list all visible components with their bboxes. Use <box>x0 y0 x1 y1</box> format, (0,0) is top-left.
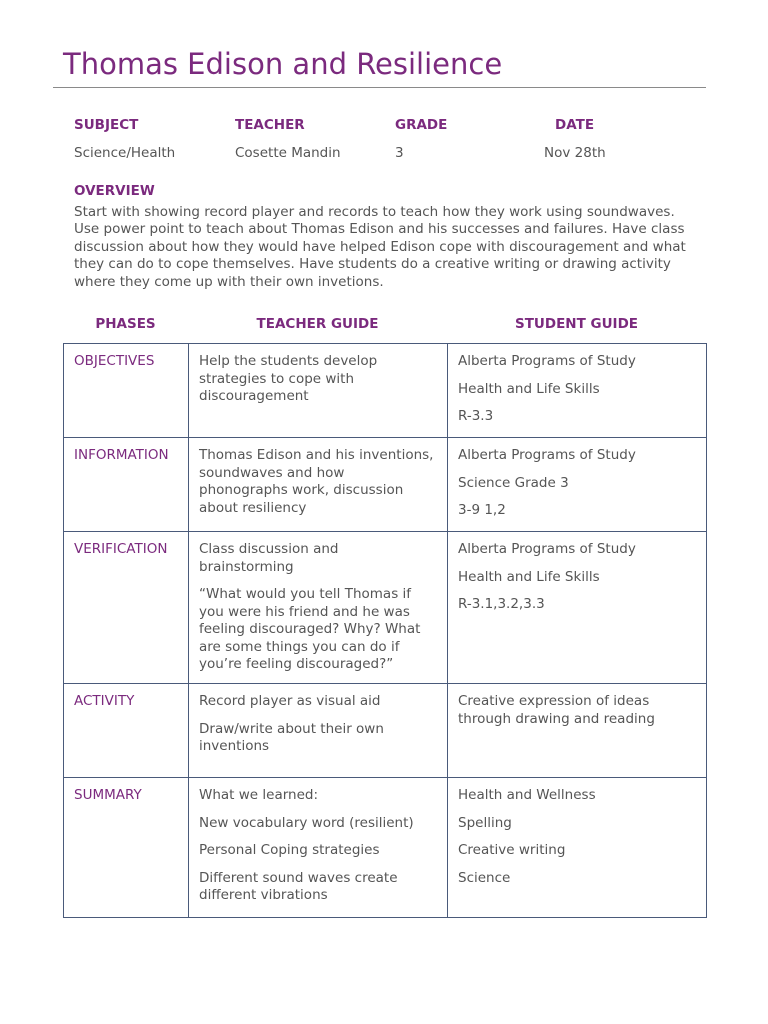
teacher-guide-cell <box>189 344 448 438</box>
subject-value: Science/Health <box>74 145 176 161</box>
table-row <box>64 778 707 918</box>
subject-label: SUBJECT <box>74 117 139 133</box>
teacher-guide-item: Help the students develop strategies to cope with discouragement <box>199 353 378 404</box>
student-guide-item: Alberta Programs of Study <box>458 353 636 369</box>
student-guide-item: 3-9 1,2 <box>458 502 506 518</box>
student-guide-item: Health and Life Skills <box>458 568 600 585</box>
teacher-guide-item: Class discussion and brainstorming <box>199 541 339 575</box>
student-guide-item: Science <box>458 869 511 886</box>
table-row <box>64 344 707 438</box>
page-title: Thomas Edison and Resilience <box>63 47 503 81</box>
table-row <box>64 438 707 532</box>
student-guide-cell <box>448 778 707 918</box>
student-guide-cell <box>448 684 707 778</box>
student-guide-item: Alberta Programs of Study <box>458 541 636 557</box>
student-guide-cell <box>448 438 707 532</box>
phase-cell: ACTIVITY <box>64 684 189 778</box>
grade-value: 3 <box>395 145 404 161</box>
teacher-guide-column-header: TEACHER GUIDE <box>256 316 379 332</box>
teacher-guide-item: “What would you tell Thomas if you were his friend and he was feeling discouraged? Why? What are some things you can do if you’re feeling discouraged?” <box>199 586 421 672</box>
teacher-guide-item: Thomas Edison and his inventions, soundwaves and how phonographs work, discussion about resiliency <box>199 447 434 516</box>
date-value: Nov 28th <box>544 145 606 161</box>
teacher-guide-cell <box>189 532 448 684</box>
student-guide-item: R-3.1,3.2,3.3 <box>458 596 545 612</box>
student-guide-item: Creative expression of ideas through drawing and reading <box>458 693 655 727</box>
grade-label: GRADE <box>395 117 448 133</box>
phase-cell: INFORMATION <box>64 438 189 532</box>
student-guide-item: R-3.3 <box>458 408 494 424</box>
student-guide-item: Creative writing <box>458 842 566 858</box>
teacher-guide-item: What we learned: <box>199 787 319 803</box>
student-guide-item: Health and Wellness <box>458 787 596 803</box>
phase-cell: SUMMARY <box>64 778 189 918</box>
teacher-guide-item: Personal Coping strategies <box>199 842 380 858</box>
teacher-guide-item: New vocabulary word (resilient) <box>199 814 414 831</box>
student-guide-item: Science Grade 3 <box>458 474 569 491</box>
overview-text: Start with showing record player and records to teach how they work using soundwaves. Use power point to teach about Thomas Edison and his successes and failures. Have class discussion about how they would have helped Edison cope with discouragement and what they can do to cope themselves. Have students do a creative writing or drawing activity where they come up with their own invetions. <box>74 204 686 290</box>
phase-cell: VERIFICATION <box>64 532 189 684</box>
teacher-guide-cell <box>189 438 448 532</box>
student-guide-item: Spelling <box>458 814 512 831</box>
phase-cell: OBJECTIVES <box>64 344 189 438</box>
teacher-guide-item: Different sound waves create different vibrations <box>199 869 398 903</box>
teacher-label: TEACHER <box>235 117 305 133</box>
phases-table <box>63 343 707 918</box>
teacher-guide-item: Record player as visual aid <box>199 693 381 709</box>
date-label: DATE <box>555 117 595 133</box>
student-guide-item: Health and Life Skills <box>458 380 600 397</box>
table-row <box>64 532 707 684</box>
teacher-guide-cell <box>189 684 448 778</box>
table-row <box>64 684 707 778</box>
student-guide-column-header: STUDENT GUIDE <box>514 316 639 332</box>
overview-label: OVERVIEW <box>74 183 155 199</box>
student-guide-item: Alberta Programs of Study <box>458 447 636 463</box>
teacher-guide-cell <box>189 778 448 918</box>
title-divider <box>53 87 706 88</box>
teacher-guide-item: Draw/write about their own inventions <box>199 720 384 754</box>
phases-column-header: PHASES <box>95 316 156 332</box>
student-guide-cell <box>448 344 707 438</box>
teacher-value: Cosette Mandin <box>235 145 341 161</box>
student-guide-cell <box>448 532 707 684</box>
